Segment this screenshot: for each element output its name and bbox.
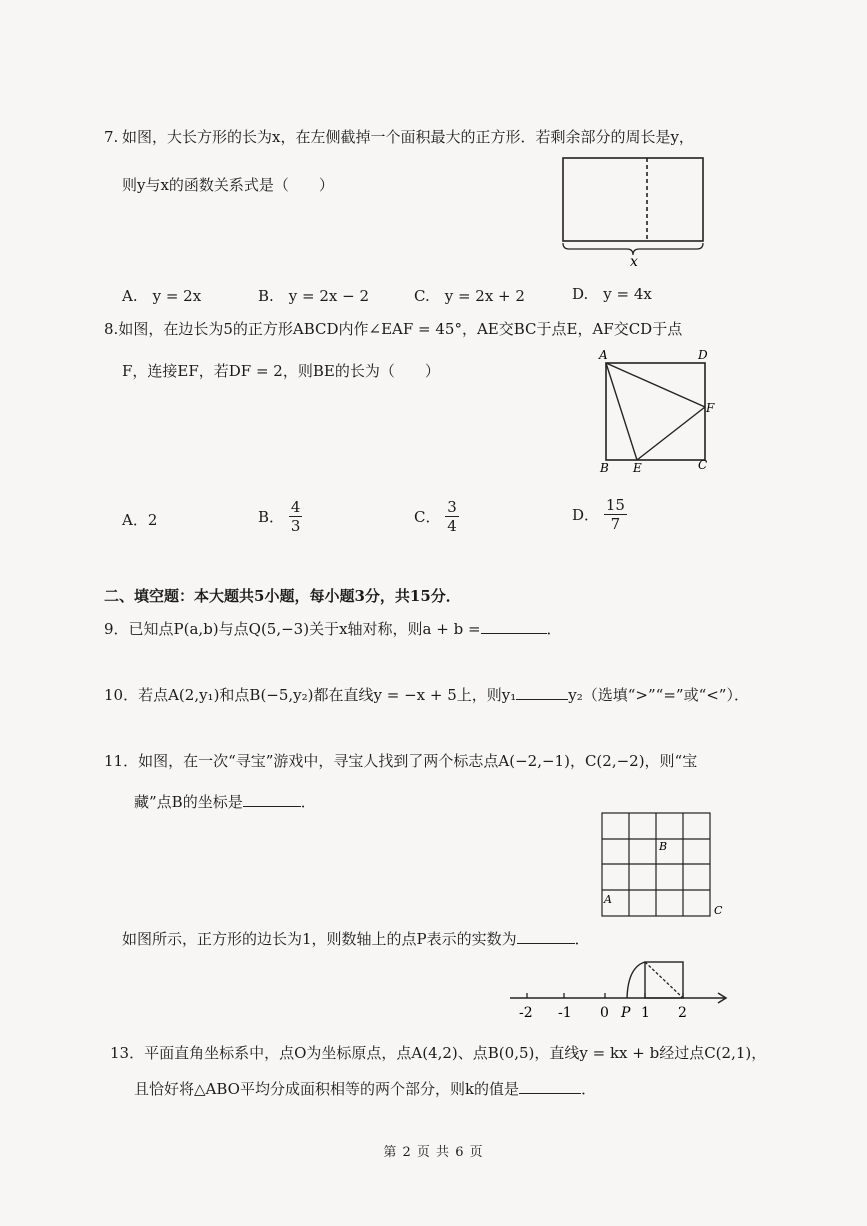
q8-option-d-label: D．: [572, 506, 600, 524]
q8-option-d: [572, 496, 627, 533]
q8-label-b: B: [600, 461, 609, 475]
q8-label-a: A: [599, 348, 608, 362]
q8-square-figure: [595, 345, 720, 480]
q9-text: 9．已知点P(a,b)与点Q(5,−3)关于x轴对称，则a + b =: [104, 620, 481, 638]
q11-end: ．: [300, 793, 316, 811]
q8-segment-ae: [606, 363, 637, 460]
q8-option-b-fraction: [289, 498, 303, 535]
q13-answer-blank[interactable]: [519, 1079, 581, 1094]
q8-option-b-denominator: 3: [290, 517, 301, 535]
q7-outer-rect: [563, 158, 703, 241]
q8-label-d: D: [698, 348, 708, 362]
q8-option-b-numerator: 4: [290, 498, 301, 516]
q8-segment-ef: [637, 407, 705, 460]
q8-label-e: E: [633, 461, 642, 475]
q8-option-b-label: B．: [258, 508, 285, 526]
q12-text: 如图所示，正方形的边长为1，则数轴上的点P表示的实数为: [122, 930, 517, 948]
q11-line2: [134, 791, 316, 812]
q9-line: [104, 618, 562, 639]
q12-arc: [627, 962, 645, 998]
q11-line2-text: 藏”点B的坐标是: [134, 793, 243, 811]
q8-option-c-fraction: [445, 498, 459, 535]
q7-rectangle-figure: [555, 150, 715, 270]
q10-line: [104, 684, 749, 705]
q12-label-p: P: [621, 1005, 631, 1021]
q12-number-line-figure: [505, 955, 735, 1023]
q12-label-neg2: -2: [519, 1005, 533, 1021]
q8-label-c: C: [698, 458, 708, 472]
q12-label-2: 2: [678, 1005, 687, 1021]
q10-answer-blank[interactable]: [516, 685, 568, 700]
q13-line2: [134, 1078, 596, 1099]
q8-option-d-denominator: 7: [610, 515, 621, 533]
q12-end: ．: [574, 930, 590, 948]
q13-line1: 13．平面直角坐标系中，点O为坐标原点，点A(4,2)、点B(0,5)，直线y = kx + b经过点C(2,1)，: [110, 1044, 767, 1062]
q12-line: [122, 928, 590, 949]
q7-line1: 如图，大长方形的长为x，在左侧截掉一个面积最大的正方形．若剩余部分的周长是y，: [122, 128, 694, 146]
q7-option-d: D. y = 4x: [572, 285, 652, 303]
q8-line1-text: 如图，在边长为5的正方形ABCD内作∠EAF = 45°，AE交BC于点E，AF交CD于点: [118, 320, 683, 338]
section-2-title: 二、填空题：本大题共5小题，每小题3分，共15分．: [104, 587, 461, 605]
q8-line2: F，连接EF，若DF = 2，则BE的长为（ ）: [122, 362, 440, 380]
q8-number: 8.: [104, 320, 119, 338]
q12-label-1: 1: [641, 1005, 650, 1021]
q8-segment-af: [606, 363, 705, 407]
q9-answer-blank[interactable]: [481, 619, 547, 634]
q10-end: y₂（选填“>”“=”或“<”）．: [568, 686, 749, 704]
q8-line1: [104, 318, 682, 339]
q7-option-c: C. y = 2x + 2: [414, 287, 525, 305]
q7-line2: 则y与x的函数关系式是（ ）: [122, 176, 334, 194]
q11-label-c: C: [714, 904, 723, 917]
q8-option-c-numerator: 3: [447, 498, 457, 516]
q8-option-d-numerator: 15: [605, 496, 625, 514]
q7-option-a: A. y = 2x: [122, 287, 202, 305]
q13-end: ．: [581, 1080, 597, 1098]
q8-option-c-label: C．: [414, 508, 441, 526]
q11-answer-blank[interactable]: [243, 792, 301, 807]
q11-grid-lines: [602, 813, 710, 916]
q11-label-a: A: [604, 893, 612, 906]
q7-label-x: x: [630, 254, 638, 270]
q8-option-d-fraction: [604, 496, 627, 533]
q8-label-f: F: [706, 401, 715, 415]
q7-option-b: B. y = 2x − 2: [258, 287, 370, 305]
q11-line1: 11．如图，在一次“寻宝”游戏中，寻宝人找到了两个标志点A(−2,−1)，C(2,−2)，则“宝: [104, 752, 698, 770]
q12-answer-blank[interactable]: [517, 929, 575, 944]
q10-text: 10．若点A(2,y₁)和点B(−5,y₂)都在直线y = −x + 5上，则y₁: [104, 686, 517, 704]
q11-label-b: B: [659, 840, 668, 853]
q11-grid-figure: [595, 806, 730, 921]
q7-number: 7.: [104, 128, 119, 146]
q13-line2-text: 且恰好将△ABO平均分成面积相等的两个部分，则k的值是: [134, 1080, 520, 1098]
page-footer: 第 2 页 共 6 页: [383, 1145, 484, 1160]
q9-end: ．: [546, 620, 562, 638]
q8-option-b: [258, 498, 302, 535]
q8-option-c-denominator: 4: [447, 517, 457, 535]
q8-option-a: A．2: [122, 511, 158, 529]
q12-label-neg1: -1: [558, 1005, 572, 1021]
q12-diagonal: [645, 962, 683, 998]
q8-option-c: [414, 498, 459, 535]
q12-label-0: 0: [600, 1005, 609, 1021]
